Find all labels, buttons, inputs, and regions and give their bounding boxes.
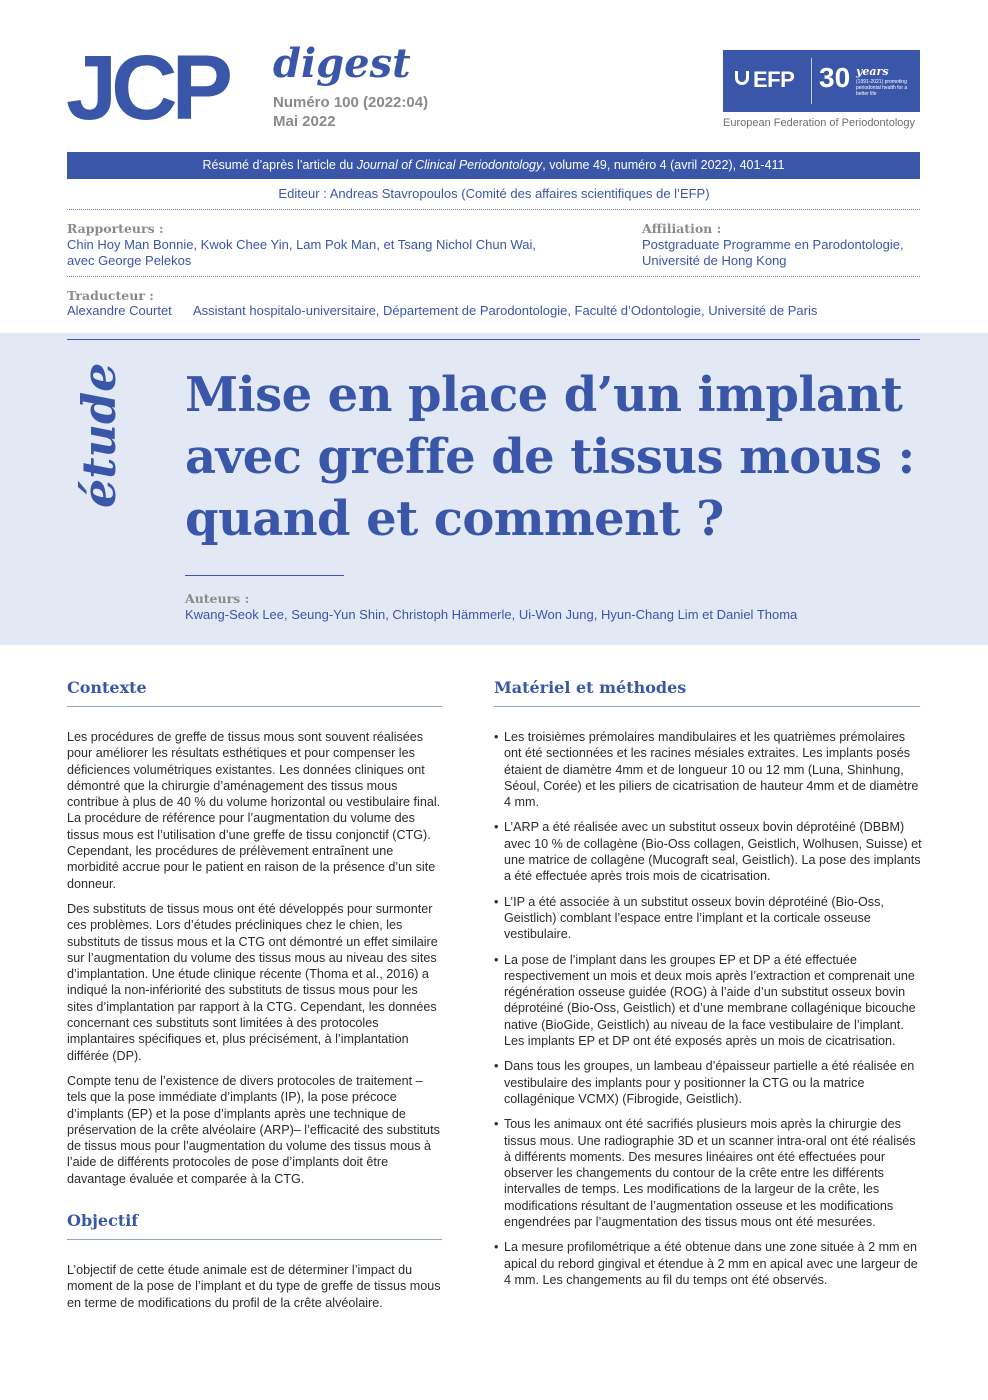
efp-cup-icon: [735, 71, 749, 85]
translator-label: Traducteur :: [67, 288, 154, 303]
paragraph: Des substituts de tissus mous ont été développés pour surmonter ces problèmes. Lors d’études précliniques chez le chien, les substituts de tissus mous et la CTG ont démontré un effet similaire sur l’augmentation du volume des tissus mous au niveau des sites d’implantation. Une étude clinique récente (Thoma et al., 2016) a indiqué la non-infériorité des substituts de tissus mous pour les sites d’implantation par rapport à la CTG. Cependant, les données concernant ces substituts sont limitées à des protocoles implantaires spécifiques et, plus précisément, à l’implantation différée (DP).: [67, 901, 438, 1063]
objectif-body: [67, 1262, 442, 1320]
affiliation-text: Postgraduate Programme en Parodontologie, Université de Hong Kong: [642, 237, 904, 268]
study-tag: étude: [72, 362, 126, 508]
dotted-divider: [67, 276, 920, 277]
summary-prefix: Résumé d’après l’article du: [202, 158, 357, 172]
translator-name: Alexandre Courtet: [67, 303, 172, 318]
list-item: • L’IP a été associée à un substitut osseux bovin déprotéiné (Bio-Oss, Geistlich) comblant l’espace entre l’implant et la corticale osseuse vestibulaire.: [494, 894, 924, 943]
list-item: • Dans tous les groupes, un lambeau d’épaisseur partielle a été réalisée en vestibulaire des implants pour y positionner la CTG ou la matrice collagénique VCMX) (Fibrogide, Geistlich).: [494, 1058, 924, 1107]
title-line: avec greffe de tissus mous :: [185, 429, 915, 485]
efp-separator: [811, 58, 812, 104]
section-rule: [67, 1239, 442, 1240]
editor-line: Editeur : Andreas Stavropoulos (Comité des affaires scientifiques de l’EFP): [278, 186, 710, 201]
dotted-divider: [67, 209, 920, 210]
authors-label: Auteurs :: [185, 591, 250, 606]
contexte-heading: Contexte: [67, 678, 147, 697]
affiliation-label: Affiliation :: [642, 221, 722, 236]
section-rule: [494, 706, 920, 707]
list-item: • Les troisièmes prémolaires mandibulaires et les quatrièmes prémolaires ont été sectionnées et les racines mésiales extraites. Les implants posés étaient de diamètre 4mm et de longueur 10 ou 12 mm (Luna, Shinhung, Séoul, Corée) et les piliers de cicatrisation de hauteur 4mm et de diamètre 4 mm.: [494, 729, 924, 810]
efp-tagline: (1991-2021) promoting periodontal health for a better life: [856, 79, 908, 97]
objectif-heading: Objectif: [67, 1211, 139, 1230]
contexte-body: [67, 729, 442, 1196]
issue-date: Mai 2022: [273, 113, 336, 130]
rapporteurs-names: Chin Hoy Man Bonnie, Kwok Chee Yin, Lam Pok Man, et Tsang Nichol Chun Wai, avec George Pelekos: [67, 237, 536, 268]
paragraph: Compte tenu de l’existence de divers protocoles de traitement –tels que la pose immédiate d’implants (IP), la pose précoce d’implants (EP) et la pose d’implants après une technique de préservation de la crête alvéolaire (ARP)– l’efficacité des substituts de tissus mous pour l’augmentation du volume des tissus mous à l’aide de différents protocoles de pose d’implants doit être davantage évaluée et comparée à la CTG.: [67, 1073, 440, 1186]
issue-info: [273, 93, 428, 131]
efp-logo-box: [723, 50, 920, 112]
article-title: [185, 364, 955, 550]
list-item: • L’ARP a été réalisée avec un substitut osseux bovin déprotéiné (DBBM) avec 10 % de collagène (Bio-Oss collagen, Geistlich, Wolhusen, Suisse) et une matrice de collagène (Mucograft seal, Geistlich). La pose des implants a été effectuée après trois mois de cicatrisation.: [494, 819, 924, 884]
title-line: Mise en place d’un implant: [185, 367, 903, 423]
paragraph: L’objectif de cette étude animale est de déterminer l’impact du moment de la pose de l’implant et du type de greffe de tissus mous en terme de modifications du profil de la crête alvéolaire.: [67, 1263, 441, 1310]
section-rule: [67, 706, 442, 707]
list-item: • La mesure profilométrique a été obtenue dans une zone située à 2 mm en apical du rebord gingival et étendue à 2 mm en apical avec une largeur de 4 mm. Les changements au fil du temps ont été observés.: [494, 1239, 924, 1288]
list-item: • Tous les animaux ont été sacrifiés plusieurs mois après la chirurgie des tissus mous. Une radiographie 3D et un scanner intra-oral ont été réalisés à différents moments. Des mesures linéaires ont été effectuées pour observer les changements du contour de la crête entre les différents intervalles de temps. Les modifications de la largeur de la crête, les modifications résultant de l’augmentation osseuse et les modifications engendrées par l’augmentation des tissus mous ont été mesurées.: [494, 1116, 924, 1230]
journal-name: Journal of Clinical Periodontology: [356, 158, 543, 172]
digest-wordmark: digest: [273, 40, 411, 87]
efp-logo: EFP: [735, 67, 794, 93]
summary-bar: [67, 152, 920, 179]
efp-anniversary-number: 30: [819, 62, 851, 93]
efp-anniversary-years: years: [856, 65, 889, 78]
authors-list: Kwang-Seok Lee, Seung-Yun Shin, Christoph Hämmerle, Ui-Won Jung, Hyun-Chang Lim et Daniel Thoma: [185, 607, 798, 622]
translator-role: Assistant hospitalo-universitaire, Département de Parodontologie, Faculté d’Odontologie, Université de Paris: [193, 303, 818, 318]
paragraph: Les procédures de greffe de tissus mous sont souvent réalisées pour améliorer les résultats esthétiques et pour compenser les déficiences volumétriques existantes. Les données cliniques ont démontré que la chirurgie d’aménagement des tissus mous contribue à plus de 40 % du volume horizontal ou vestibulaire final. La procédure de référence pour l’augmentation du volume des tissus mous est l’utilisation d’une greffe de tissu conjonctif (CTG). Cependant, les procédures de prélèvement entraînent une morbidité accrue pour le patient en raison de la présence d’un site donneur.: [67, 730, 441, 891]
panel-top-rule: [67, 339, 920, 340]
rapporteurs-label: Rapporteurs :: [67, 221, 164, 236]
issue-number: Numéro 100 (2022:04): [273, 94, 429, 111]
methodes-list: [494, 729, 924, 1297]
title-line: quand et comment ?: [185, 491, 724, 547]
jcp-logo: JCP: [66, 37, 227, 139]
title-underline: [185, 575, 344, 576]
list-item: • La pose de l’implant dans les groupes EP et DP a été effectuée respectivement un mois et deux mois après l’extraction et comprenait une régénération osseuse guidée (ROG) à l’aide d’un substitut osseux bovin déprotéiné (Bio-Oss, Geistlich) et d’une membrane collagénique bicouche native (BioGide, Geistlich) au niveau de la face vestibulaire de l’implant. Les implants EP et DP ont été exposés après un mois de cicatrisation.: [494, 952, 924, 1050]
summary-suffix: , volume 49, numéro 4 (avril 2022), 401-411: [542, 158, 785, 172]
methodes-heading: Matériel et méthodes: [494, 678, 687, 697]
efp-caption: European Federation of Periodontology: [723, 117, 916, 129]
